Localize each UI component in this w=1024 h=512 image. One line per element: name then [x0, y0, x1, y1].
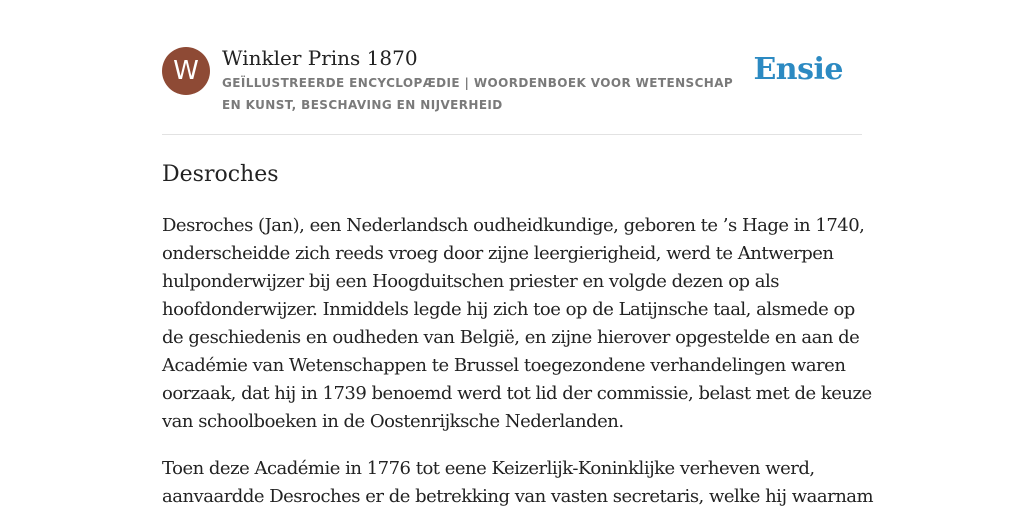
avatar[interactable]: W [162, 47, 210, 95]
source-subtitle: GEÏLLUSTREERDE ENCYCLOPÆDIE | WOORDENBOEK VOOR WETENSCHAP EN KUNST, BESCHAVING EN NIJVERHEID [222, 76, 734, 112]
text-line: de geschiedenis en oudheden van België, en zijne hierover opgestelde en aan de [162, 327, 860, 348]
text-line: Toen deze Académie in 1776 tot eene Keizerlijk-Koninklijke verheven werd, [162, 458, 815, 479]
text-line: Desroches (Jan), een Nederlandsch oudheidkundige, geboren te ’s Hage in 1740, [162, 215, 865, 236]
article-body [162, 212, 874, 512]
text-line: hulponderwijzer bij een Hoogduitschen priester en volgde dezen op als [162, 271, 780, 292]
paragraph [162, 212, 872, 436]
source-title[interactable]: Winkler Prins 1870 [222, 46, 418, 70]
paragraph [162, 455, 874, 511]
text-line: hoofdonderwijzer. Inmiddels legde hij zich toe op de Latijnsche taal, alsmede op [162, 299, 855, 320]
page-title: Desroches [162, 162, 279, 187]
text-line: aanvaardde Desroches er de betrekking van vasten secretaris, welke hij waarnam [162, 486, 874, 507]
text-line: oorzaak, dat hij in 1739 benoemd werd tot lid der commissie, belast met de keuze [162, 383, 872, 404]
text-line: van schoolboeken in de Oostenrijksche Nederlanden. [162, 411, 624, 432]
source-header [162, 46, 862, 135]
brand-logo[interactable]: Ensie [753, 52, 843, 87]
text-line: onderscheidde zich reeds vroeg door zijne leergierigheid, werd te Antwerpen [162, 243, 834, 264]
text-line: Académie van Wetenschappen te Brussel toegezondene verhandelingen waren [162, 355, 846, 376]
